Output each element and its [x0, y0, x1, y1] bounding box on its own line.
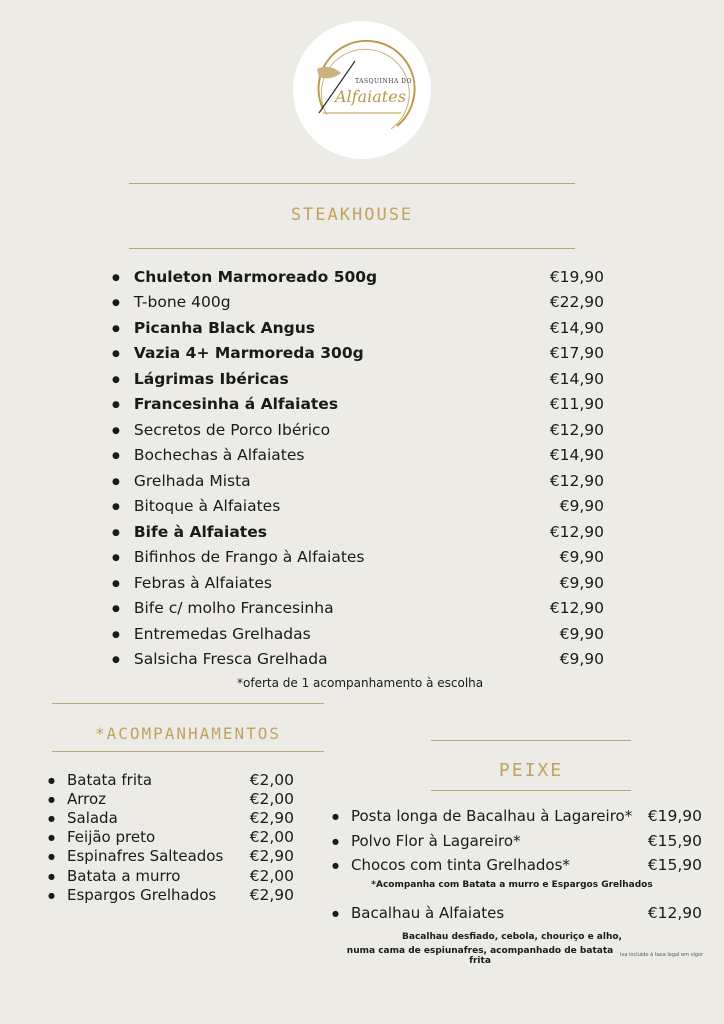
list-item [112, 417, 604, 443]
item-price: €2,00 [249, 789, 294, 808]
special-description-1: Bacalhau desfiado, cebola, chouriço e alho, [402, 932, 622, 942]
item-price: €9,90 [559, 650, 604, 669]
item-price: €19,90 [647, 807, 702, 826]
item-price: €15,90 [647, 831, 702, 850]
tax-note: iva incluido à taxa legal em vigor [620, 952, 704, 958]
item-name: ● Grelhada Mista [112, 472, 251, 490]
item-price: €2,00 [249, 828, 294, 847]
list-item [112, 621, 604, 647]
item-price: €12,90 [549, 522, 604, 541]
logo-small-text: TASQUINHA DO [355, 78, 412, 85]
list-item [48, 808, 294, 827]
item-name: ● Espinafres Salteados [48, 847, 223, 865]
list-item [112, 647, 604, 673]
fish-heading: PEIXE [498, 760, 564, 781]
list-item [48, 866, 294, 885]
item-price: €12,90 [549, 599, 604, 618]
item-price: €15,90 [647, 856, 702, 875]
list-item [332, 829, 702, 854]
divider [52, 751, 324, 752]
item-name: ● Arroz [48, 790, 106, 808]
item-price: €9,90 [559, 548, 604, 567]
item-price: €2,90 [249, 885, 294, 904]
sides-list [48, 770, 294, 904]
list-item [112, 366, 604, 392]
item-name: ● Salsicha Fresca Grelhada [112, 650, 328, 668]
item-name: ● Entremedas Grelhadas [112, 625, 311, 643]
item-price: €12,90 [549, 471, 604, 490]
list-item [112, 519, 604, 545]
item-price: €9,90 [559, 573, 604, 592]
list-item [112, 315, 604, 341]
item-name: ● Bochechas à Alfaiates [112, 446, 305, 464]
list-item [112, 392, 604, 418]
item-name: ● Posta longa de Bacalhau à Lagareiro* [332, 807, 632, 825]
item-name: ● Bifinhos de Frango à Alfaiates [112, 548, 365, 566]
item-name: ● Chocos com tinta Grelhados* [332, 856, 570, 874]
list-item [112, 264, 604, 290]
item-price: €22,90 [549, 293, 604, 312]
item-name: ● Vazia 4+ Marmoreda 300g [112, 344, 364, 362]
list-item [112, 443, 604, 469]
item-price: €12,90 [647, 904, 702, 922]
item-name: ● Feijão preto [48, 828, 155, 846]
item-price: €14,90 [549, 446, 604, 465]
restaurant-logo [293, 21, 431, 159]
item-name: ● Batata frita [48, 771, 152, 789]
list-item [112, 494, 604, 520]
item-price: €14,90 [549, 318, 604, 337]
item-name: ● Bitoque à Alfaiates [112, 497, 280, 515]
item-name: ● T-bone 400g [112, 293, 231, 311]
item-price: €2,90 [249, 847, 294, 866]
item-price: €12,90 [549, 420, 604, 439]
item-name: ● Batata a murro [48, 867, 180, 885]
item-price: €2,90 [249, 808, 294, 827]
list-item [112, 290, 604, 316]
list-item [112, 468, 604, 494]
fish-special [332, 904, 702, 922]
list-item [48, 789, 294, 808]
list-item [112, 341, 604, 367]
item-price: €11,90 [549, 395, 604, 414]
item-name: ● Picanha Black Angus [112, 319, 315, 337]
list-item [112, 596, 604, 622]
divider [129, 183, 575, 184]
divider [129, 248, 575, 249]
item-price: €9,90 [559, 624, 604, 643]
list-item [48, 885, 294, 904]
divider [52, 703, 324, 704]
item-name: ● Polvo Flor à Lagareiro* [332, 832, 521, 850]
item-name: ● Salada [48, 809, 118, 827]
item-name: ● Lágrimas Ibéricas [112, 370, 289, 388]
item-name: ● Bife à Alfaiates [112, 523, 267, 541]
item-price: €2,00 [249, 770, 294, 789]
divider [431, 740, 631, 741]
steakhouse-heading: STEAKHOUSE [290, 205, 414, 225]
list-item [112, 570, 604, 596]
item-name: ● Francesinha á Alfaiates [112, 395, 338, 413]
fish-note: *Acompanha com Batata a murro e Espargos Grelhados [371, 880, 653, 890]
list-item [48, 847, 294, 866]
list-item [332, 904, 702, 922]
item-price: €9,90 [559, 497, 604, 516]
item-price: €19,90 [549, 267, 604, 286]
logo-script-text: Alfaiates [335, 87, 406, 106]
item-name: ● Secretos de Porco Ibérico [112, 421, 330, 439]
list-item [332, 853, 702, 878]
divider [431, 790, 631, 791]
item-price: €2,00 [249, 866, 294, 885]
item-name: ● Chuleton Marmoreado 500g [112, 268, 377, 286]
item-price: €14,90 [549, 369, 604, 388]
item-name: ● Bacalhau à Alfaiates [332, 904, 504, 922]
sides-heading: *ACOMPANHAMENTOS [94, 724, 282, 743]
steakhouse-list [112, 264, 604, 672]
item-price: €17,90 [549, 344, 604, 363]
list-item [332, 804, 702, 829]
fish-list [332, 804, 702, 878]
steakhouse-note: *oferta de 1 acompanhamento à escolha [237, 676, 484, 690]
list-item [112, 545, 604, 571]
list-item [48, 770, 294, 789]
item-name: ● Bife c/ molho Francesinha [112, 599, 334, 617]
item-name: ● Espargos Grelhados [48, 886, 216, 904]
special-description-2: numa cama de espiunafres, acompanhado de batata frita [346, 946, 614, 966]
item-name: ● Febras à Alfaiates [112, 574, 272, 592]
list-item [48, 828, 294, 847]
